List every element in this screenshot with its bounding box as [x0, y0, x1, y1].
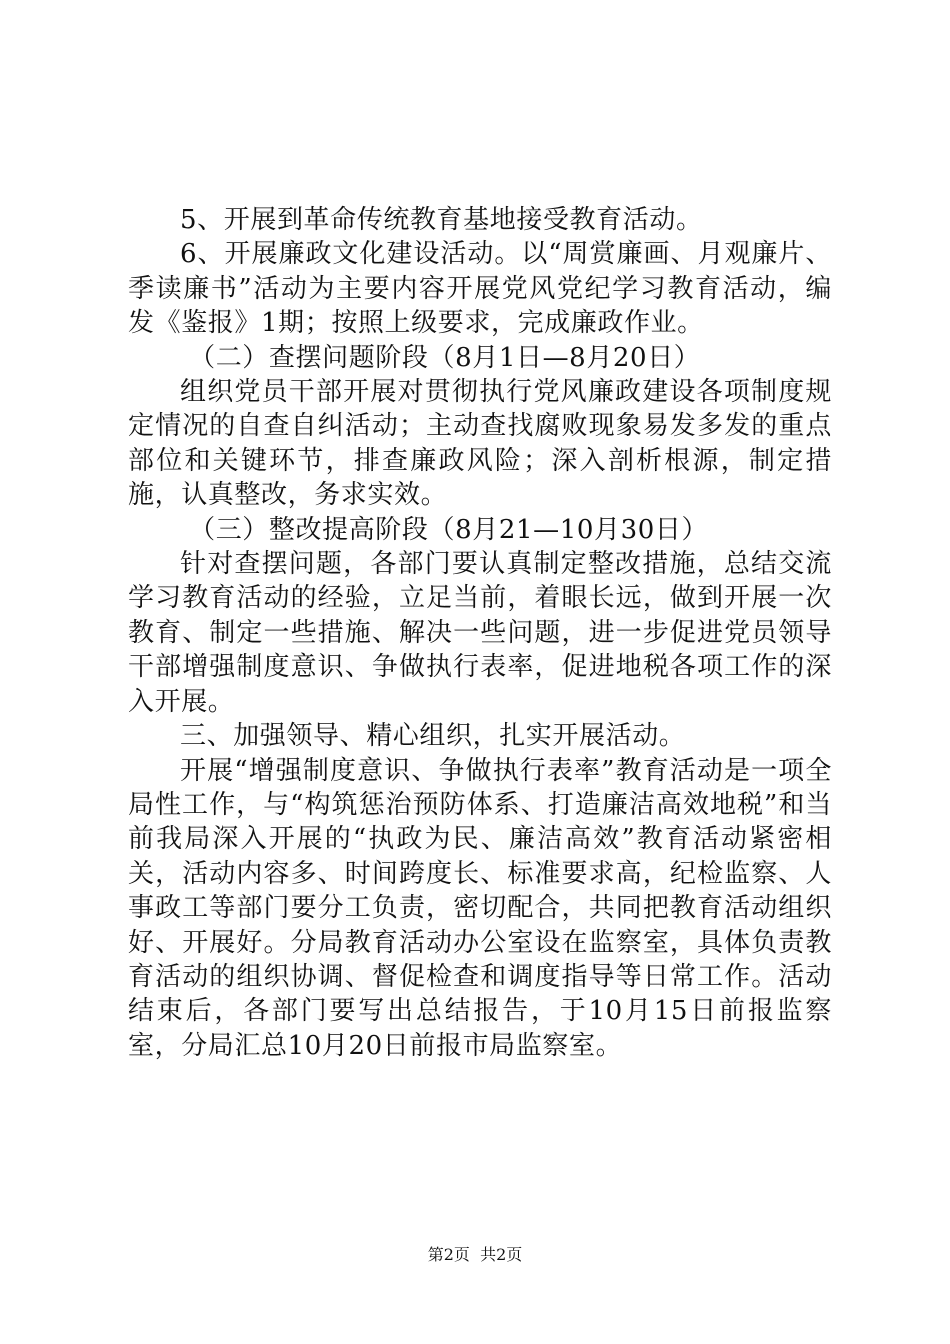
section-heading-three: 三、加强领导、精心组织，扎实开展活动。 [180, 721, 686, 752]
page-number-indicator: 第2页 共2页 [427, 1245, 523, 1264]
paragraph-stage-3: 针对查摆问题，各部门要认真制定整改措施，总结交流学习教育活动的经验，立足当前，着眼长远，做到开展一次教育、制定一些措施、解决一些问题，进一步促进党员领导干部增强制度意识、争做执行表率，促进地税各项工作的深入开展。 [128, 549, 832, 717]
paragraph-item-6: 6、开展廉政文化建设活动。以“周赏廉画、月观廉片、季读廉书”活动为主要内容开展党风党纪学习教育活动，编发《鉴报》1期；按照上级要求，完成廉政作业。 [128, 239, 832, 339]
document-body [128, 203, 832, 1063]
paragraph-stage-2: 组织党员干部开展对贯彻执行党风廉政建设各项制度规定情况的自查自纠活动；主动查找腐败现象易发多发的重点部位和关键环节，排查廉政风险；深入剖析根源，制定措施，认真整改，务求实效。 [128, 377, 832, 511]
section-heading-stage-2: （二）查摆问题阶段（8月1日—8月20日） [189, 342, 701, 373]
page-footer [0, 1245, 950, 1265]
section-heading-stage-3: （三）整改提高阶段（8月21—10月30日） [189, 514, 709, 545]
paragraph-section-three: 开展“增强制度意识、争做执行表率”教育活动是一项全局性工作，与“构筑惩治预防体系、打造廉洁高效地税”和当前我局深入开展的“执政为民、廉洁高效”教育活动紧密相关，活动内容多、时间跨度长、标准要求高，纪检监察、人事政工等部门要分工负责，密切配合，共同把教育活动组织好、开展好。分局教育活动办公室设在监察室，具体负责教育活动的组织协调、督促检查和调度指导等日常工作。活动结束后，各部门要写出总结报告，于10月15日前报监察室，分局汇总10月20日前报市局监察室。 [128, 755, 832, 1061]
paragraph-item-5: 5、开展到革命传统教育基地接受教育活动。 [180, 205, 703, 235]
